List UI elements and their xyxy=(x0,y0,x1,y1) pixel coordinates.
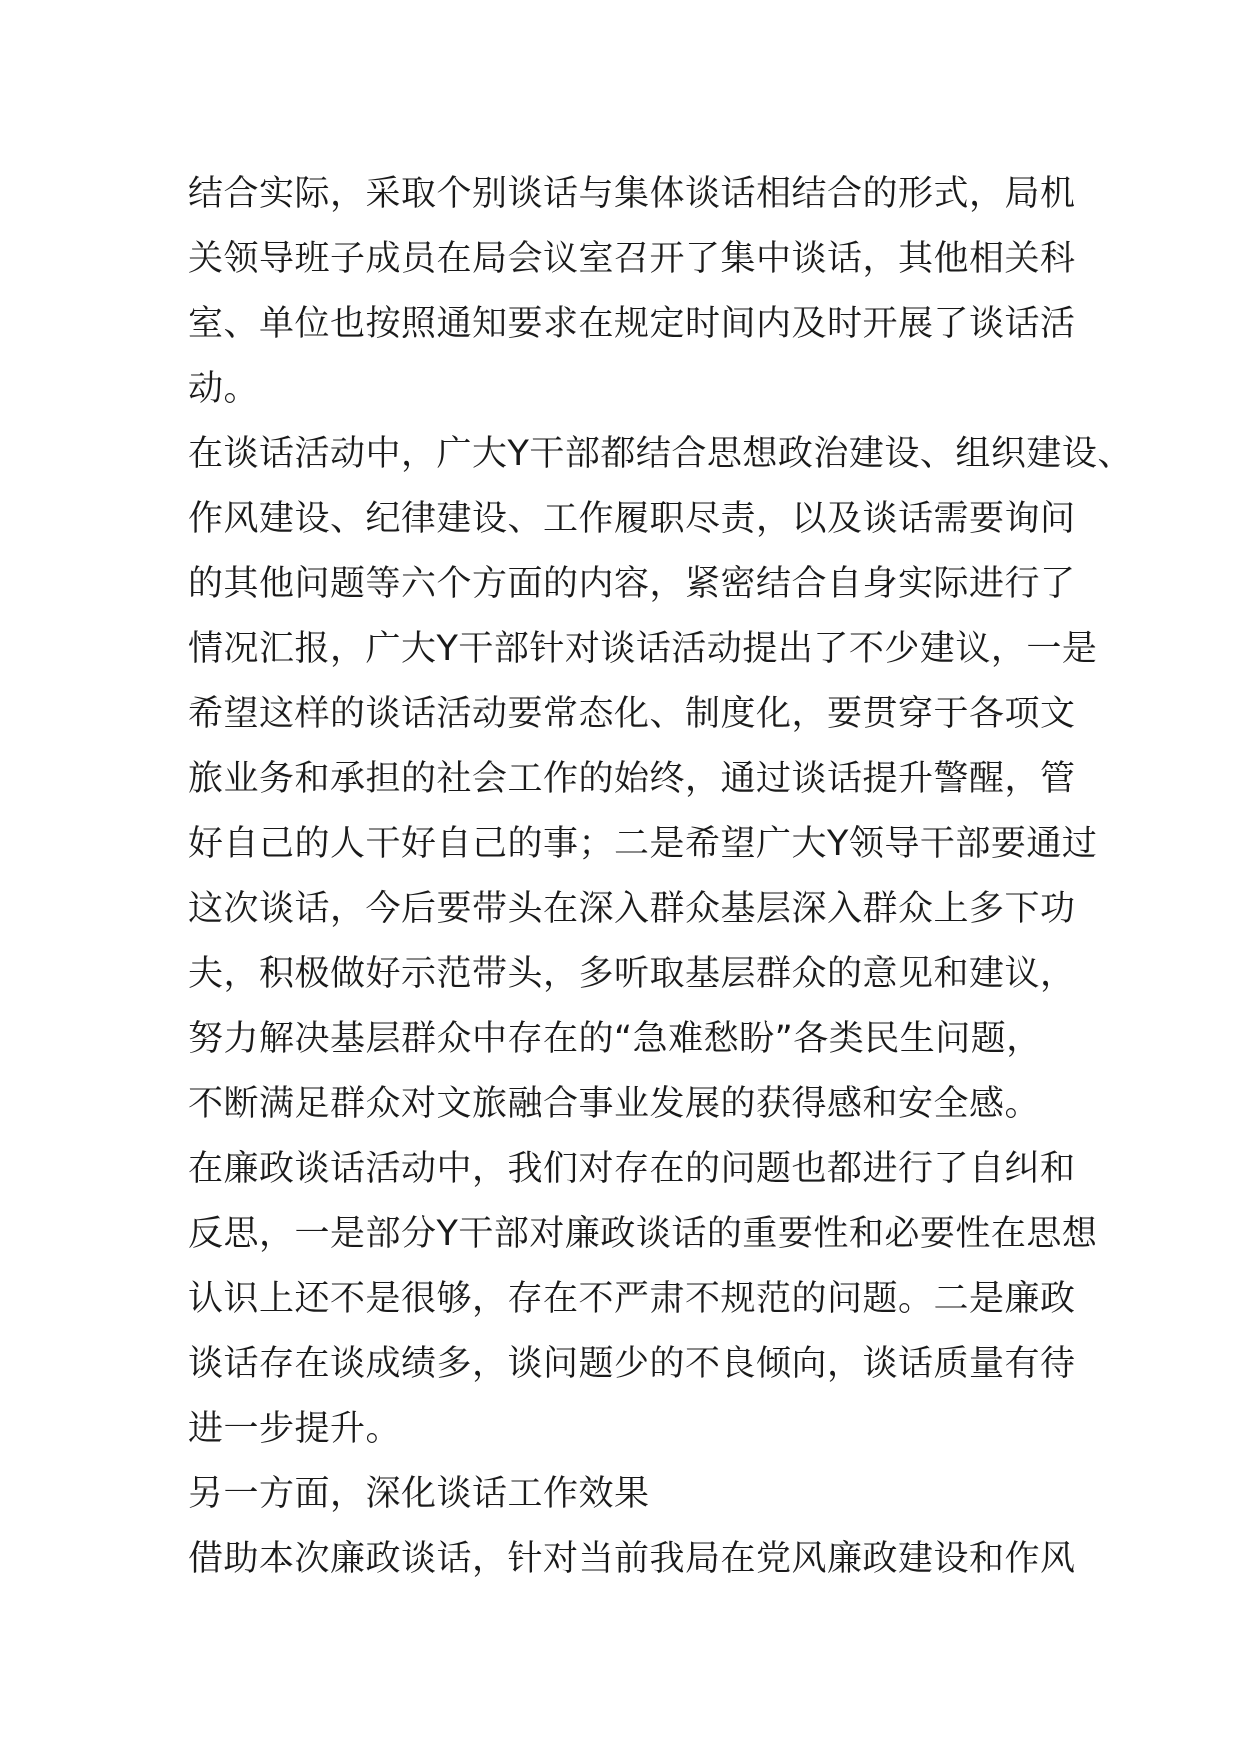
text-line: 希望这样的谈话活动要常态化、制度化，要贯穿于各项文 xyxy=(188,694,1076,734)
text-line: 在廉政谈话活动中，我们对存在的问题也都进行了自纠和 xyxy=(188,1149,1076,1189)
text-line: 情况汇报，广大Y干部针对谈话活动提出了不少建议，一是 xyxy=(188,629,1098,669)
text-line: 的其他问题等六个方面的内容，紧密结合自身实际进行了 xyxy=(188,564,1076,604)
text-line: 关领导班子成员在局会议室召开了集中谈话，其他相关科 xyxy=(188,239,1076,279)
text-line: 认识上还不是很够，存在不严肃不规范的问题。二是廉政 xyxy=(188,1279,1076,1319)
document-body xyxy=(188,162,1188,1592)
text-line: 在谈话活动中，广大Y干部都结合思想政治建设、组织建设、 xyxy=(188,434,1133,474)
text-line: 这次谈话，今后要带头在深入群众基层深入群众上多下功 xyxy=(188,889,1076,929)
text-line: 借助本次廉政谈话，针对当前我局在党风廉政建设和作风 xyxy=(188,1539,1076,1579)
text-line: 进一步提升。 xyxy=(188,1409,402,1449)
text-line: 努力解决基层群众中存在的“急难愁盼”各类民生问题， xyxy=(188,1019,1042,1059)
text-line: 作风建设、纪律建设、工作履职尽责，以及谈话需要询问 xyxy=(188,499,1076,539)
text-line: 另一方面，深化谈话工作效果 xyxy=(188,1474,650,1514)
text-line: 不断满足群众对文旅融合事业发展的获得感和安全感。 xyxy=(188,1084,1041,1124)
text-line: 旅业务和承担的社会工作的始终，通过谈话提升警醒，管 xyxy=(188,759,1076,799)
text-line: 结合实际，采取个别谈话与集体谈话相结合的形式，局机 xyxy=(188,174,1076,214)
text-line: 室、单位也按照通知要求在规定时间内及时开展了谈话活 xyxy=(188,304,1076,344)
text-line: 反思，一是部分Y干部对廉政谈话的重要性和必要性在思想 xyxy=(188,1214,1098,1254)
text-line: 夫，积极做好示范带头，多听取基层群众的意见和建议， xyxy=(188,954,1076,994)
text-line: 好自己的人干好自己的事；二是希望广大Y领导干部要通过 xyxy=(188,824,1098,864)
text-line: 谈话存在谈成绩多，谈问题少的不良倾向，谈话质量有待 xyxy=(188,1344,1076,1384)
text-line: 动。 xyxy=(188,369,260,409)
